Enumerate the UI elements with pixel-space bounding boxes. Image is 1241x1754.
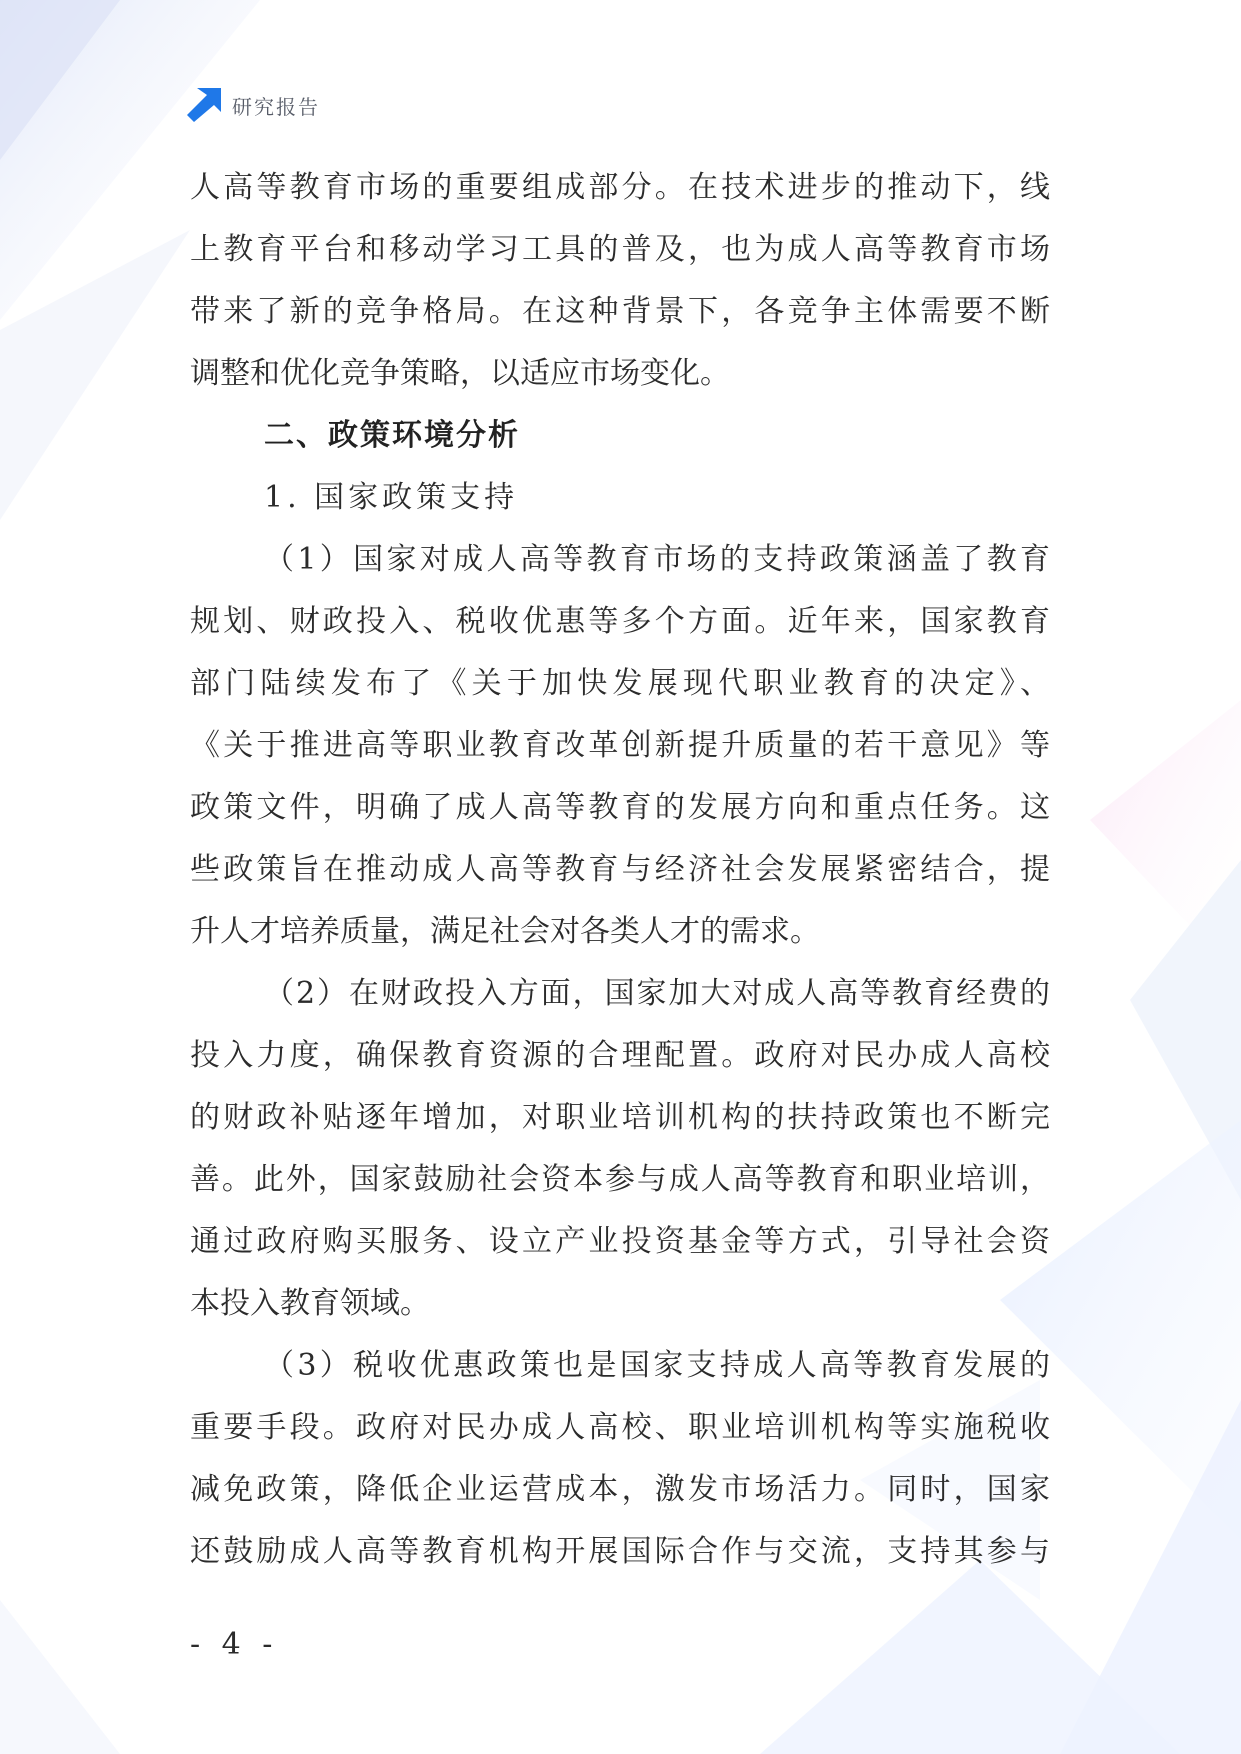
paragraph-line: 规划、财政投入、税收优惠等多个方面。近年来，国家教育	[190, 604, 1050, 639]
paragraph-line: 升人才培养质量，满足社会对各类人才的需求。	[190, 914, 820, 949]
paragraph-line: （2）在财政投入方面，国家加大对成人高等教育经费的	[264, 976, 1050, 1011]
paragraph-line: 政策文件，明确了成人高等教育的发展方向和重点任务。这	[190, 790, 1050, 825]
paragraph-line: 上教育平台和移动学习工具的普及，也为成人高等教育市场	[190, 232, 1050, 267]
paragraph-line: 《关于推进高等职业教育改革创新提升质量的若干意见》等	[190, 728, 1050, 763]
document-body	[190, 157, 1050, 1583]
arrow-up-right-icon	[187, 88, 221, 122]
header-title: 研究报告	[232, 94, 320, 119]
paragraph-line: 本投入教育领域。	[190, 1286, 430, 1321]
paragraph-line: （1）国家对成人高等教育市场的支持政策涵盖了教育	[264, 542, 1050, 577]
paragraph-line: （3）税收优惠政策也是国家支持成人高等教育发展的	[264, 1348, 1050, 1383]
paragraph-line: 些政策旨在推动成人高等教育与经济社会发展紧密结合，提	[190, 852, 1050, 887]
paragraph-line: 善。此外，国家鼓励社会资本参与成人高等教育和职业培训，	[190, 1162, 1050, 1197]
paragraph-line: 部门陆续发布了《关于加快发展现代职业教育的决定》、	[190, 666, 1050, 701]
paragraph-line: 人高等教育市场的重要组成部分。在技术进步的推动下，线	[190, 170, 1050, 205]
paragraph-line: 还鼓励成人高等教育机构开展国际合作与交流，支持其参与	[190, 1534, 1050, 1569]
page-number: - 4 -	[190, 1627, 279, 1662]
paragraph-line: 投入力度，确保教育资源的合理配置。政府对民办成人高校	[190, 1038, 1050, 1073]
paragraph-line: 调整和优化竞争策略，以适应市场变化。	[190, 356, 730, 391]
paragraph-line: 通过政府购买服务、设立产业投资基金等方式，引导社会资	[190, 1224, 1050, 1259]
paragraph-line: 重要手段。政府对民办成人高校、职业培训机构等实施税收	[190, 1410, 1050, 1445]
report-header	[187, 88, 320, 122]
subsection-heading: 1. 国家政策支持	[264, 480, 519, 515]
paragraph-line: 的财政补贴逐年增加，对职业培训机构的扶持政策也不断完	[190, 1100, 1050, 1135]
paragraph-line: 减免政策，降低企业运营成本，激发市场活力。同时，国家	[190, 1472, 1050, 1507]
paragraph-line: 带来了新的竞争格局。在这种背景下，各竞争主体需要不断	[190, 294, 1050, 329]
section-heading: 二、政策环境分析	[264, 418, 520, 453]
